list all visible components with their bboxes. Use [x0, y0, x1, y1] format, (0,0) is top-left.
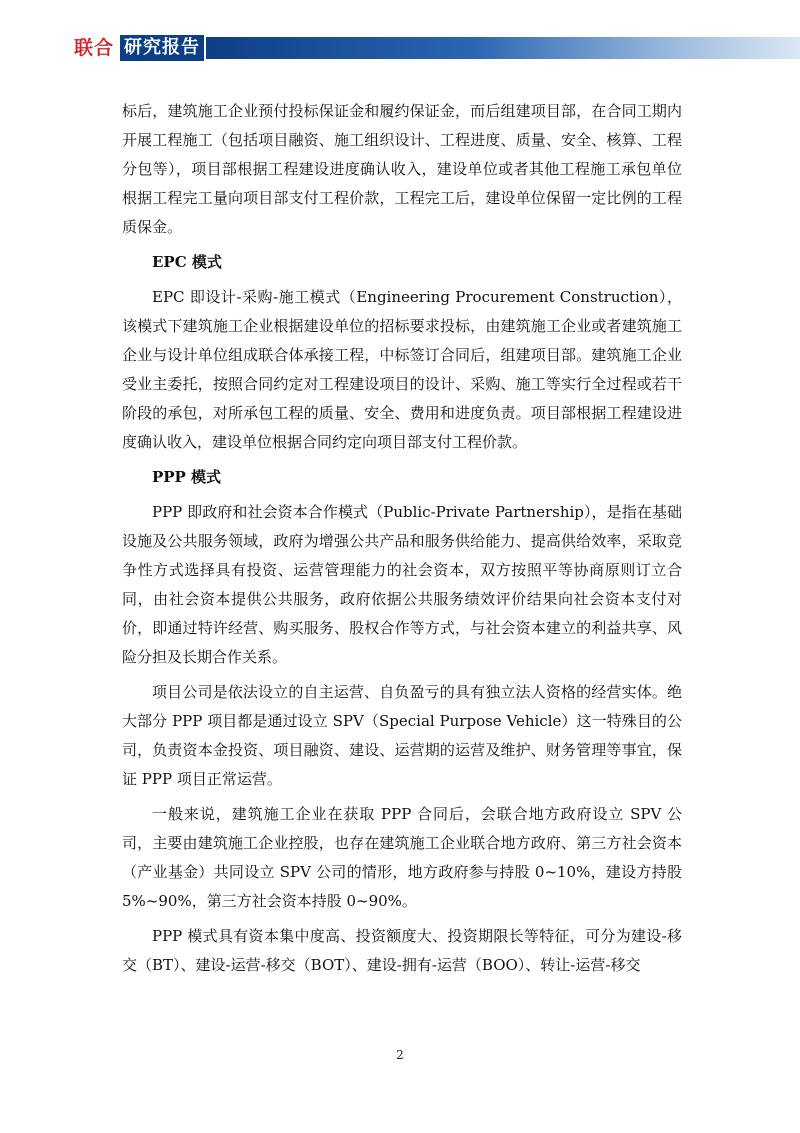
- report-header: [0, 34, 800, 64]
- section-heading-ppp: PPP 模式: [152, 468, 222, 486]
- document-body: [122, 97, 682, 986]
- paragraph-ppp-definition: PPP 即政府和社会资本合作模式（Public-Private Partnership），是指在基础设施及公共服务领域，政府为增强公共产品和服务供给能力、提高供给效率，采取竞争性方式选择具有投资、运营管理能力的社会资本，双方按照平等协商原则订立合同，由社会资本提供公共服务，政府依据公共服务绩效评价结果向社会资本支付对价，即通过特许经营、购买服务、股权合作等方式，与社会资本建立的利益共享、风险分担及长期合作关系。: [122, 503, 682, 666]
- brand-logo-box: 研究报告: [120, 35, 204, 61]
- paragraph-epc: EPC 即设计-采购-施工模式（Engineering Procurement Construction），该模式下建筑施工企业根据建设单位的招标要求投标，由建筑施工企业或者建筑施工企业与设计单位组成联合体承接工程，中标签订合同后，组建项目部。建筑施工企业受业主委托，按照合同约定对工程建设项目的设计、采购、施工等实行全过程或若干阶段的承包，对所承包工程的质量、安全、费用和进度负责。项目部根据工程建设进度确认收入，建设单位根据合同约定向项目部支付工程价款。: [122, 288, 682, 451]
- paragraph-ppp-shareholding: 一般来说，建筑施工企业在获取 PPP 合同后，会联合地方政府设立 SPV 公司，主要由建筑施工企业控股，也存在建筑施工企业联合地方政府、第三方社会资本（产业基金）共同设立 SPV 公司的情形，地方政府参与持股 0~10%，建设方持股 5%~90%，第三方社会资本持股 0~90%。: [122, 805, 682, 910]
- brand-logo-text: 联合: [74, 37, 115, 59]
- paragraph-ppp-spv: 项目公司是依法设立的自主运营、自负盈亏的具有独立法人资格的经营实体。绝大部分 PPP 项目都是通过设立 SPV（Special Purpose Vehicle）这一特殊目的公司，负责资本金投资、项目融资、建设、运营期的运营及维护、财务管理等事宜，保证 PPP 项目正常运营。: [122, 683, 682, 788]
- paragraph-ppp-types: PPP 模式具有资本集中度高、投资额度大、投资期限长等特征，可分为建设-移交（BT）、建设-运营-移交（BOT）、建设-拥有-运营（BOO）、转让-运营-移交: [122, 927, 682, 974]
- page-number: 2: [396, 1048, 404, 1062]
- section-heading-epc: EPC 模式: [152, 253, 222, 271]
- paragraph-intro: 标后，建筑施工企业预付投标保证金和履约保证金，而后组建项目部，在合同工期内开展工程施工（包括项目融资、施工组织设计、工程进度、质量、安全、核算、工程分包等），项目部根据工程建设进度确认收入，建设单位或者其他工程施工承包单位根据工程完工量向项目部支付工程价款，工程完工后，建设单位保留一定比例的工程质保金。: [122, 102, 682, 236]
- header-gradient-bar: [206, 37, 800, 59]
